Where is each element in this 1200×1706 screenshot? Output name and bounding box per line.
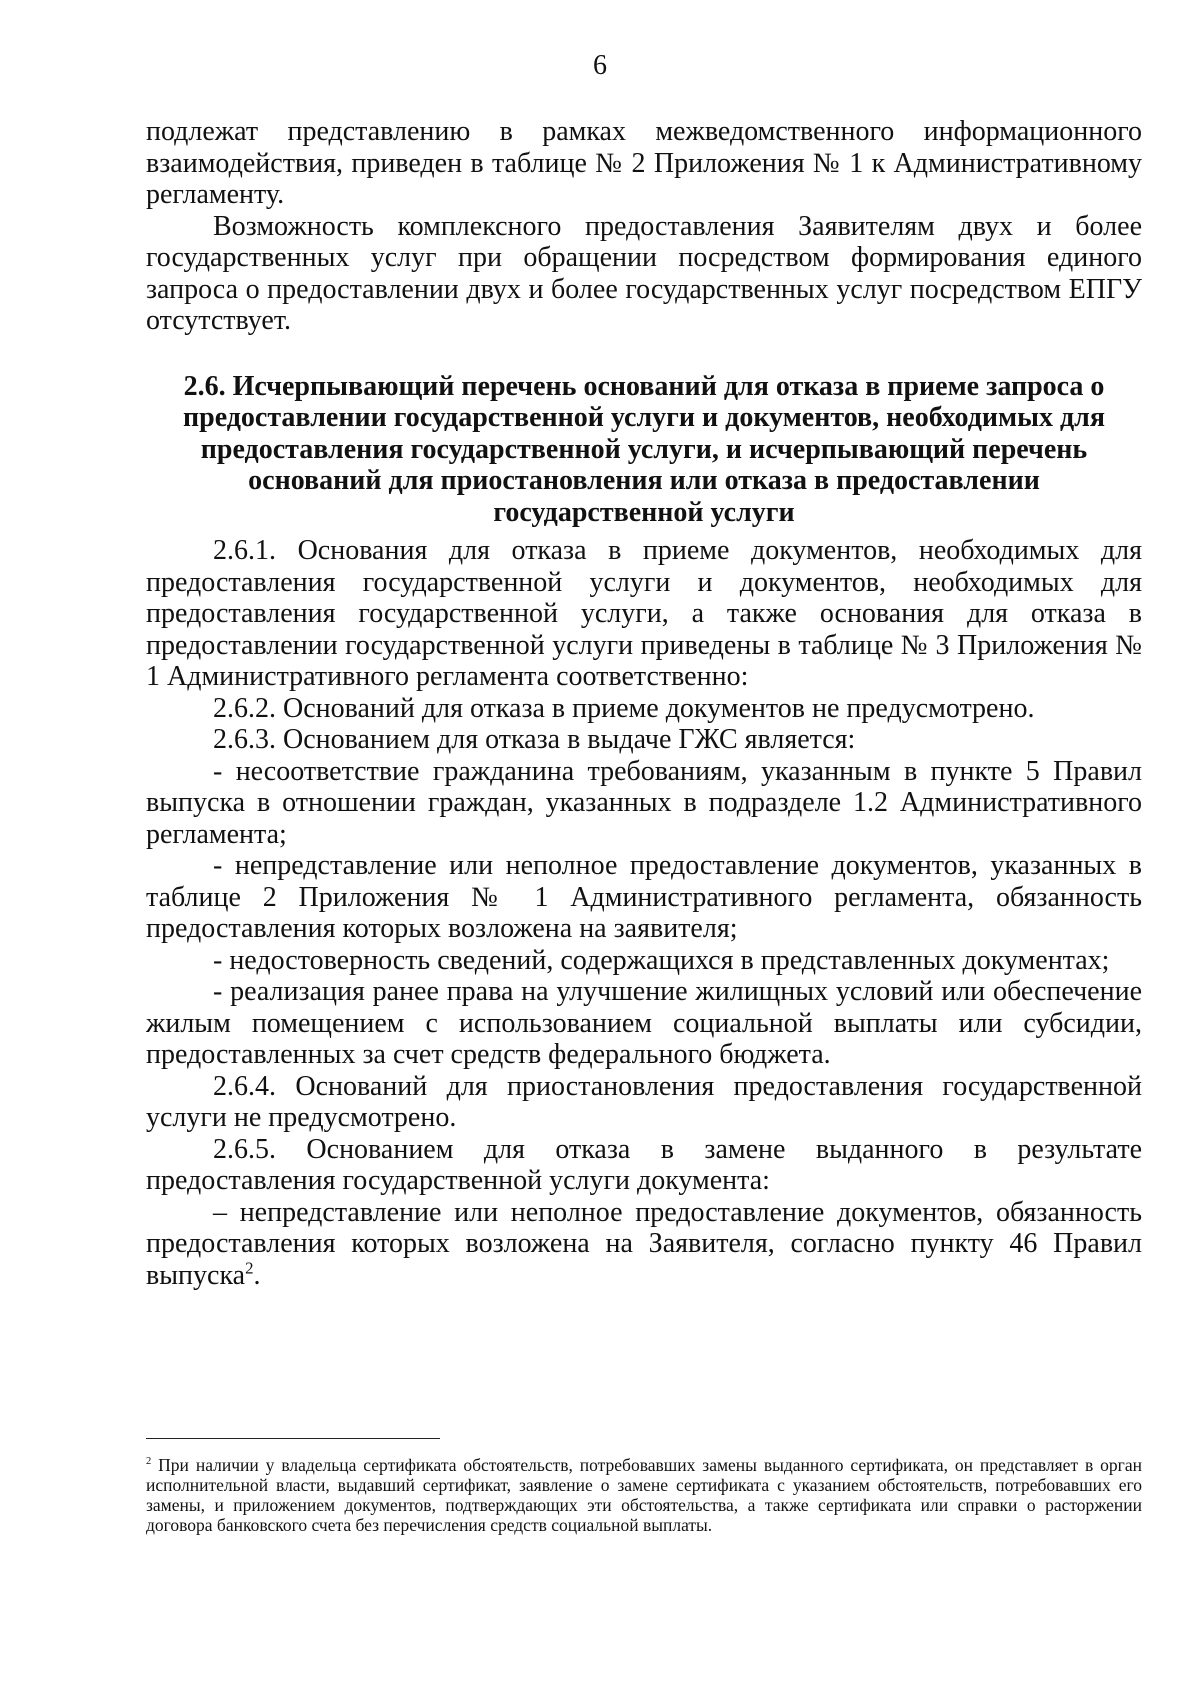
- list-item-prior-right: - реализация ранее права на улучшение жилищных условий или обеспечение жилым помещением с использованием социальной выплаты или субсидии, предоставленных за счет средств федерального бюджета.: [146, 976, 1142, 1070]
- list-item-replacement-refusal: [146, 1197, 1142, 1292]
- paragraph-complex-service: Возможность комплексного предоставления Заявителям двух и более государственных услуг при обращении посредством формирования единого запроса о предоставлении двух и более государственных услуг посредством ЕПГУ отсутствует.: [146, 210, 1142, 336]
- list-item-missing-documents: - непредставление или неполное предоставление документов, указанных в таблице 2 Приложения № 1 Административного регламента, обязанность предоставления которых возложена на заявителя;: [146, 850, 1142, 944]
- paragraph-2-6-5: 2.6.5. Основанием для отказа в замене выданного в результате предоставления государственной услуги документа:: [146, 1133, 1142, 1196]
- footnote-separator: [146, 1438, 440, 1439]
- paragraph-2-6-1: 2.6.1. Основания для отказа в приеме документов, необходимых для предоставления государственной услуги и документов, необходимых для предоставления государственной услуги, а также основания для отказа в предоставлении государственной услуги приведены в таблице № 3 Приложения № 1 Административного регламента соответственно:: [146, 535, 1142, 692]
- footnote-marker: 2: [146, 1456, 152, 1468]
- sentence-end: .: [253, 1259, 261, 1291]
- document-body: [146, 116, 1142, 1291]
- paragraph-continuation: подлежат представлению в рамках межведомственного информационного взаимодействия, приведен в таблице № 2 Приложения № 1 к Административному регламенту.: [146, 116, 1142, 210]
- footnote: [146, 1455, 1142, 1535]
- footnote-text: При наличии у владельца сертификата обстоятельств, потребовавших замены выданного сертификата, он представляет в орган исполнительной власти, выдавший сертификат, заявление о замене сертификата с указанием обстоятельств, потребовавших его замены, и приложением документов, подтверждающих эти обстоятельства, а также сертификата или справки о расторжении договора банковского счета без перечисления средств социальной выплаты.: [146, 1455, 1142, 1535]
- section-heading-2-6: 2.6. Исчерпывающий перечень оснований для отказа в приеме запроса о предоставлении государственной услуги и документов, необходимых для предоставления государственной услуги, и исчерпывающий перечень оснований для приостановления или отказа в предоставлении государственной услуги: [182, 370, 1106, 528]
- list-item-noncompliance: - несоответствие гражданина требованиям, указанным в пункте 5 Правил выпуска в отношении граждан, указанных в подразделе 1.2 Административного регламента;: [146, 755, 1142, 850]
- paragraph-2-6-3: 2.6.3. Основанием для отказа в выдаче ГЖС является:: [213, 724, 856, 755]
- list-item-unreliable-info: - недостоверность сведений, содержащихся в представленных документах;: [213, 944, 1110, 976]
- page-number: 6: [593, 50, 607, 81]
- paragraph-2-6-4: 2.6.4. Оснований для приостановления предоставления государственной услуги не предусмотрено.: [146, 1070, 1142, 1133]
- list-item-replacement-text: – непредставление или неполное предоставление документов, обязанность предоставления которых возложена на Заявителя, согласно пункту 46 Правил выпуска: [146, 1196, 1142, 1291]
- footnote-reference: 2: [245, 1258, 254, 1278]
- paragraph-2-6-2: 2.6.2. Оснований для отказа в приеме документов не предусмотрено.: [213, 692, 1035, 724]
